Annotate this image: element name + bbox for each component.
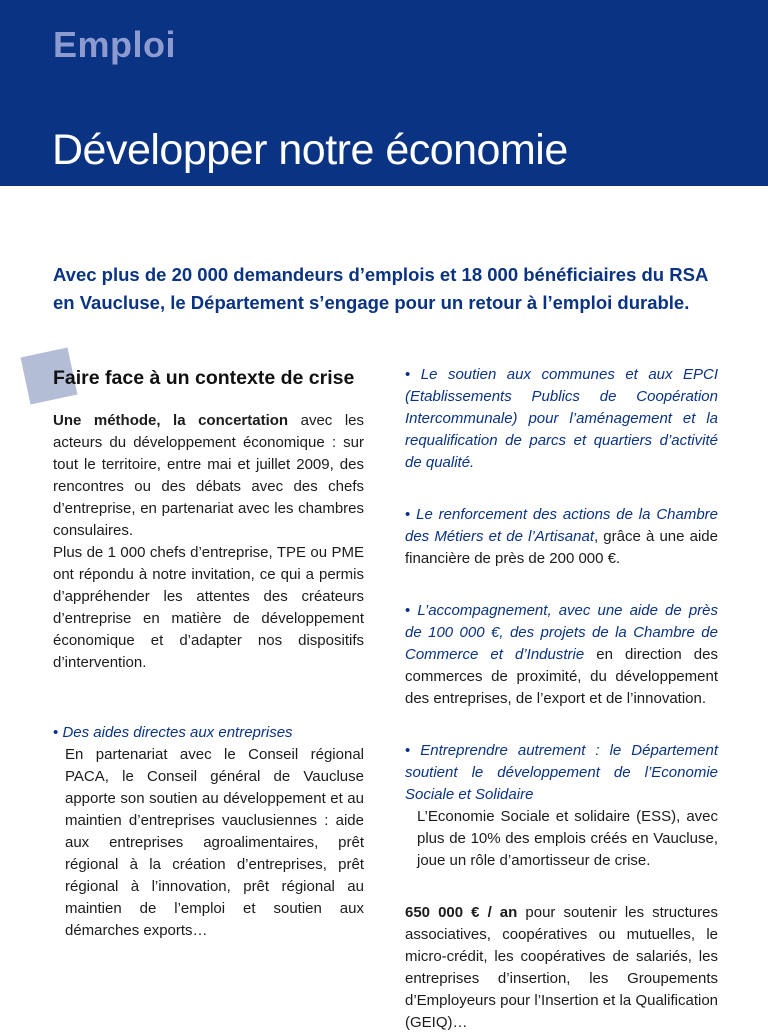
bullet-title: L’accompagnement, avec une aide de près de 100 000 €, des projets de la Chambre de Commerce et d’Industrie (405, 602, 718, 663)
bullet-dot: • (405, 506, 411, 523)
bullet-text: en direction des commerces de proximité, du développement des entreprises, de l’export et de l’innovation. (405, 646, 718, 707)
amount-bold: 650 000 € / an (405, 904, 518, 921)
bullet-title: Entreprendre autrement : le Département soutient le développement de l’Economie Sociale et Solidaire (405, 742, 718, 803)
bullet-dot: • (53, 724, 59, 741)
bullet-communes (405, 364, 718, 474)
bullet-dot: • (405, 602, 411, 619)
header-banner (0, 0, 768, 186)
amount-paragraph (405, 902, 718, 1034)
amount-text: pour soutenir les structures associatives, coopératives ou mutuelles, le micro-crédit, les coopératives de salariés, les entreprises d’insertion, les Groupements d’Employeurs pour l’Insertion et la Qualification (GEIQ)… (405, 904, 718, 1031)
section-label: Emploi (53, 24, 177, 65)
bullet-cci (405, 600, 718, 710)
method-bold: Une méthode, la concertation (53, 412, 289, 429)
page-title: Développer notre économie (52, 126, 568, 174)
bullet-title: Le renforcement des actions de la Chambre des Métiers et de l’Artisanat (405, 506, 719, 545)
bullet-text: , grâce à une aide financière de près de 200 000 €. (405, 528, 718, 567)
bullet-direct-aid (53, 722, 364, 942)
left-column (53, 364, 364, 942)
participation-paragraph: Plus de 1 000 chefs d’entreprise, TPE ou PME ont répondu à notre invitation, ce qui a permis d’appréhender les attentes des créateurs d’entreprise en matière de développement économique et d’adapter nos dispositifs d’intervention. (53, 544, 364, 671)
method-text: avec les acteurs du développement économique : sur tout le territoire, entre mai et juillet 2009, des rencontres ou des débats avec des chefs d’entreprise, en partenariat avec les chambres consulaires. (53, 412, 364, 539)
bullet-dot: • (405, 742, 411, 759)
section-heading: Faire face à un contexte de crise (53, 367, 355, 389)
right-column (405, 364, 718, 1034)
bullet-dot: • (405, 366, 411, 383)
bullet-title: Des aides directes aux entreprises (62, 724, 293, 741)
bullet-body: L’Economie Sociale et solidaire (ESS), avec plus de 10% des emplois créés en Vaucluse, joue un rôle d’amortisseur de crise. (417, 808, 718, 869)
bullet-ess (405, 740, 718, 872)
bullet-title: Le soutien aux communes et aux EPCI (Etablissements Publics de Coopération Intercommunale) pour l’aménagement et la requalification de parcs et quartiers d’activité de qualité. (405, 366, 719, 471)
bullet-chambre-metiers (405, 504, 718, 570)
method-paragraph (53, 410, 364, 542)
bullet-body: En partenariat avec le Conseil régional PACA, le Conseil général de Vaucluse apporte son soutien au développement et au maintien d’entreprises vauclusiennes : aide aux entreprises agroalimentaires, prêt régional à la création d’entreprises, prêt régional à l’innovation, prêt régional au maintien de l’emploi et soutien aux démarches exports… (65, 746, 364, 939)
intro-text: Avec plus de 20 000 demandeurs d’emplois et 18 000 bénéficiaires du RSA en Vaucluse, le Département s’engage pour un retour à l’emploi durable. (53, 264, 708, 313)
